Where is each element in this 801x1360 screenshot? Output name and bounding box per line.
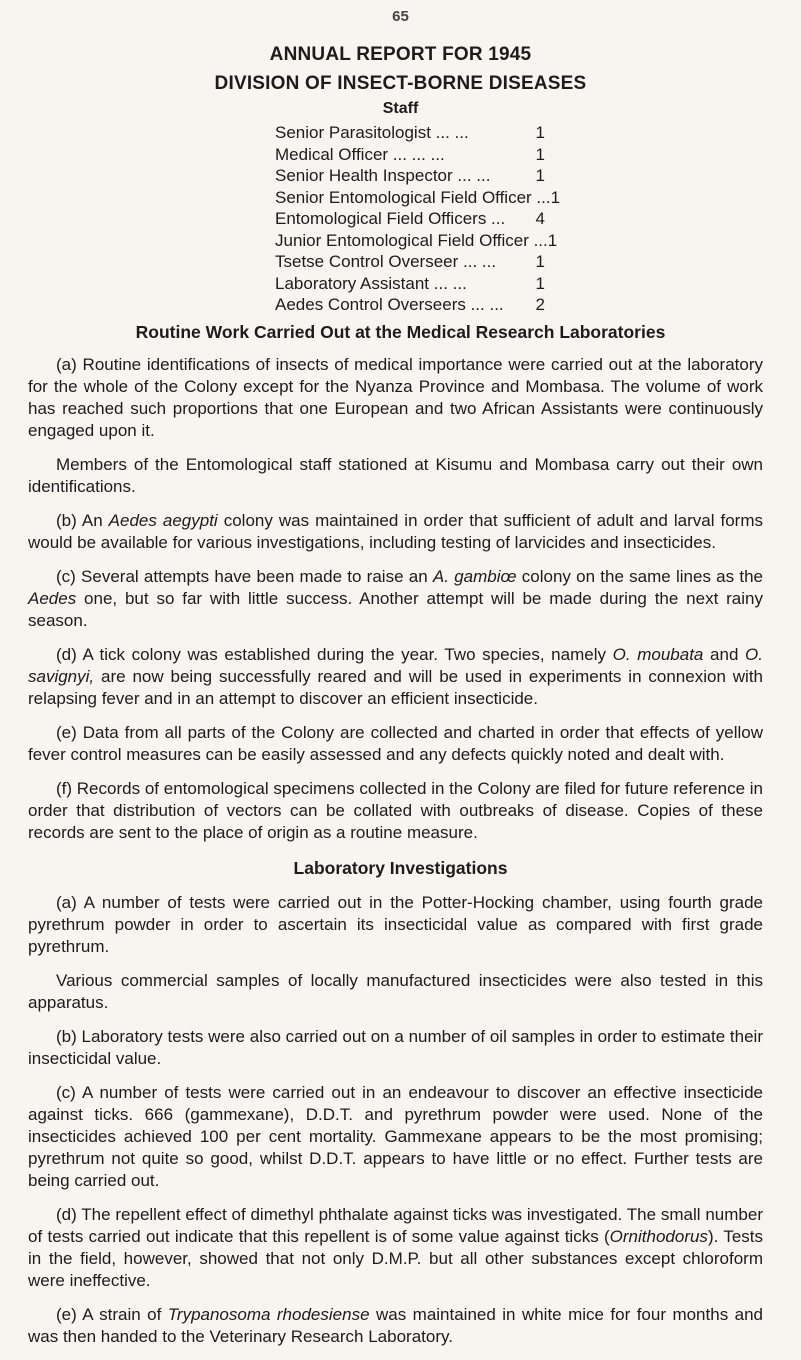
paragraph-lab-a [28,892,763,958]
item-label: (c) [56,1083,76,1102]
paragraph-text: one, but so far with little success. Another attempt will be made during the next rainy season. [28,589,763,630]
paragraph-text: colony was maintained in order that sufficient of adult and larval forms would be available for various investigations, including testing of larvicides and insecticides. [28,511,763,552]
staff-row [275,122,545,144]
item-label: (f) [56,779,73,798]
routine-work-heading: Routine Work Carried Out at the Medical Research Laboratories [135,322,666,342]
paragraph-text: Several attempts have been made to raise an [75,567,433,586]
species-name: O. savignyi, [28,645,763,686]
staff-row [275,165,545,187]
paragraph-text: Various commercial samples of locally manufactured insecticides were also tested in this apparatus. [28,971,763,1012]
staff-row [275,273,545,295]
paragraph-routine-d [28,644,763,710]
staff-position: Aedes Control Overseers ... ... [275,295,504,314]
item-label: (e) [56,1305,77,1324]
paragraph-text: Laboratory tests were also carried out on a number of oil samples in order to estimate their insecticidal value. [28,1027,763,1068]
staff-count: 1 [535,123,545,142]
paragraph-lab-c [28,1082,763,1192]
staff-row [275,187,561,209]
paragraph-routine-c [28,566,763,632]
paragraph-text: A number of tests were carried out in the Potter-Hocking chamber, using fourth grade pyrethrum powder in order to ascertain its insecticidal value as compared with first grade pyrethrum. [28,893,763,956]
staff-count: 1 [550,187,561,207]
item-label: (a) [56,355,77,374]
staff-position: Laboratory Assistant ... ... [275,273,467,293]
staff-row [275,144,545,166]
paragraph-text: Data from all parts of the Colony are collected and charted in order that effects of yellow fever control measures can be easily assessed and any defects quickly noted and dealt with. [28,723,763,764]
staff-row [275,251,545,273]
paragraph-text: A tick colony was established during the year. Two species, namely [76,645,613,664]
lab-investigations-heading: Laboratory Investigations [293,858,508,878]
item-label: (d) [56,645,77,664]
staff-position: Senior Parasitologist ... ... [275,123,469,142]
paragraph-text: are now being successfully reared and will be used in experiments in connexion with relapsing fever and in an attempt to discover an efficient insecticide. [28,667,763,708]
paragraph-text: An [76,511,109,530]
paragraph-routine-a2 [28,454,763,498]
staff-row [275,230,558,252]
staff-position: Medical Officer ... ... ... [275,144,445,164]
staff-count: 1 [535,144,545,164]
paragraph-text: Records of entomological specimens collected in the Colony are filed for future reference in order that distribution of vectors can be collated with outbreaks of disease. Copies of these records are sent to the place of origin as a routine measure. [28,779,763,842]
item-label: (e) [56,723,77,742]
paragraph-lab-a2 [28,970,763,1014]
staff-table [275,122,561,316]
paragraph-text: Members of the Entomological staff stationed at Kisumu and Mombasa carry out their own identifications. [28,455,763,496]
staff-count: 2 [535,295,545,314]
staff-row [275,294,545,316]
item-label: (a) [56,893,77,912]
item-label: (b) [56,511,77,530]
routine-work-body [28,354,763,856]
report-title: ANNUAL REPORT FOR 1945 [269,44,532,65]
staff-count: 1 [535,166,545,185]
paragraph-routine-e [28,722,763,766]
division-title: DIVISION OF INSECT-BORNE DISEASES [214,73,587,94]
staff-position: Junior Entomological Field Officer ... [275,230,548,250]
paragraph-text: and [703,645,746,664]
staff-position: Senior Health Inspector ... ... [275,166,491,185]
staff-position: Tsetse Control Overseer ... ... [275,252,497,271]
paragraph-text: was maintained in white mice for four months and was then handed to the Veterinary Research Laboratory. [28,1305,763,1346]
staff-count: 1 [535,273,545,293]
staff-row [275,208,545,230]
paragraph-lab-e [28,1304,763,1348]
paragraph-text: Routine identifications of insects of medical importance were carried out at the laboratory for the whole of the Colony except for the Nyanza Province and Mombasa. The volume of work has reached such proportions that one European and two African Assistants were continuously engaged upon it. [28,355,763,440]
species-name: O. moubata [612,645,704,664]
species-name: A. gambiœ [432,567,517,586]
genus-name: Ornithodorus [609,1227,708,1246]
page-number: 65 [392,8,409,25]
paragraph-text: colony on the same lines as the [516,567,763,586]
lab-investigations-body [28,892,763,1360]
paragraph-routine-b [28,510,763,554]
staff-count: 1 [535,252,545,271]
genus-name: Aedes [28,589,77,608]
species-name: Aedes aegypti [108,511,218,530]
paragraph-text: A strain of [76,1305,168,1324]
paragraph-text: The repellent effect of dimethyl phthalate against ticks was investigated. The small number of tests carried out indicate that this repellent is of some value against ticks ( [28,1205,763,1246]
paragraph-text: ). Tests in the field, however, showed that not only D.M.P. but all other substances except chloroform were ineffective. [28,1227,763,1290]
staff-heading: Staff [382,100,419,117]
paragraph-text: A number of tests were carried out in an endeavour to discover an effective insecticide against ticks. 666 (gammexane), D.D.T. and pyrethrum powder were used. None of the insecticides achieved 100 per cent mortality. Gammexane appears to be the most promising; pyrethrum not quite so good, whilst D.D.T. appears to have little or no effect. Further tests are being carried out. [28,1083,763,1190]
paragraph-lab-b [28,1026,763,1070]
item-label: (b) [56,1027,77,1046]
paragraph-routine-f [28,778,763,844]
item-label: (d) [56,1205,77,1224]
paragraph-lab-d [28,1204,763,1292]
staff-position: Senior Entomological Field Officer ... [275,187,551,207]
staff-position: Entomological Field Officers ... [275,209,506,228]
item-label: (c) [56,567,76,586]
staff-count: 1 [547,230,558,250]
species-name: Trypanosoma rhodesiense [167,1305,370,1324]
paragraph-routine-a [28,354,763,442]
staff-count: 4 [535,209,545,228]
